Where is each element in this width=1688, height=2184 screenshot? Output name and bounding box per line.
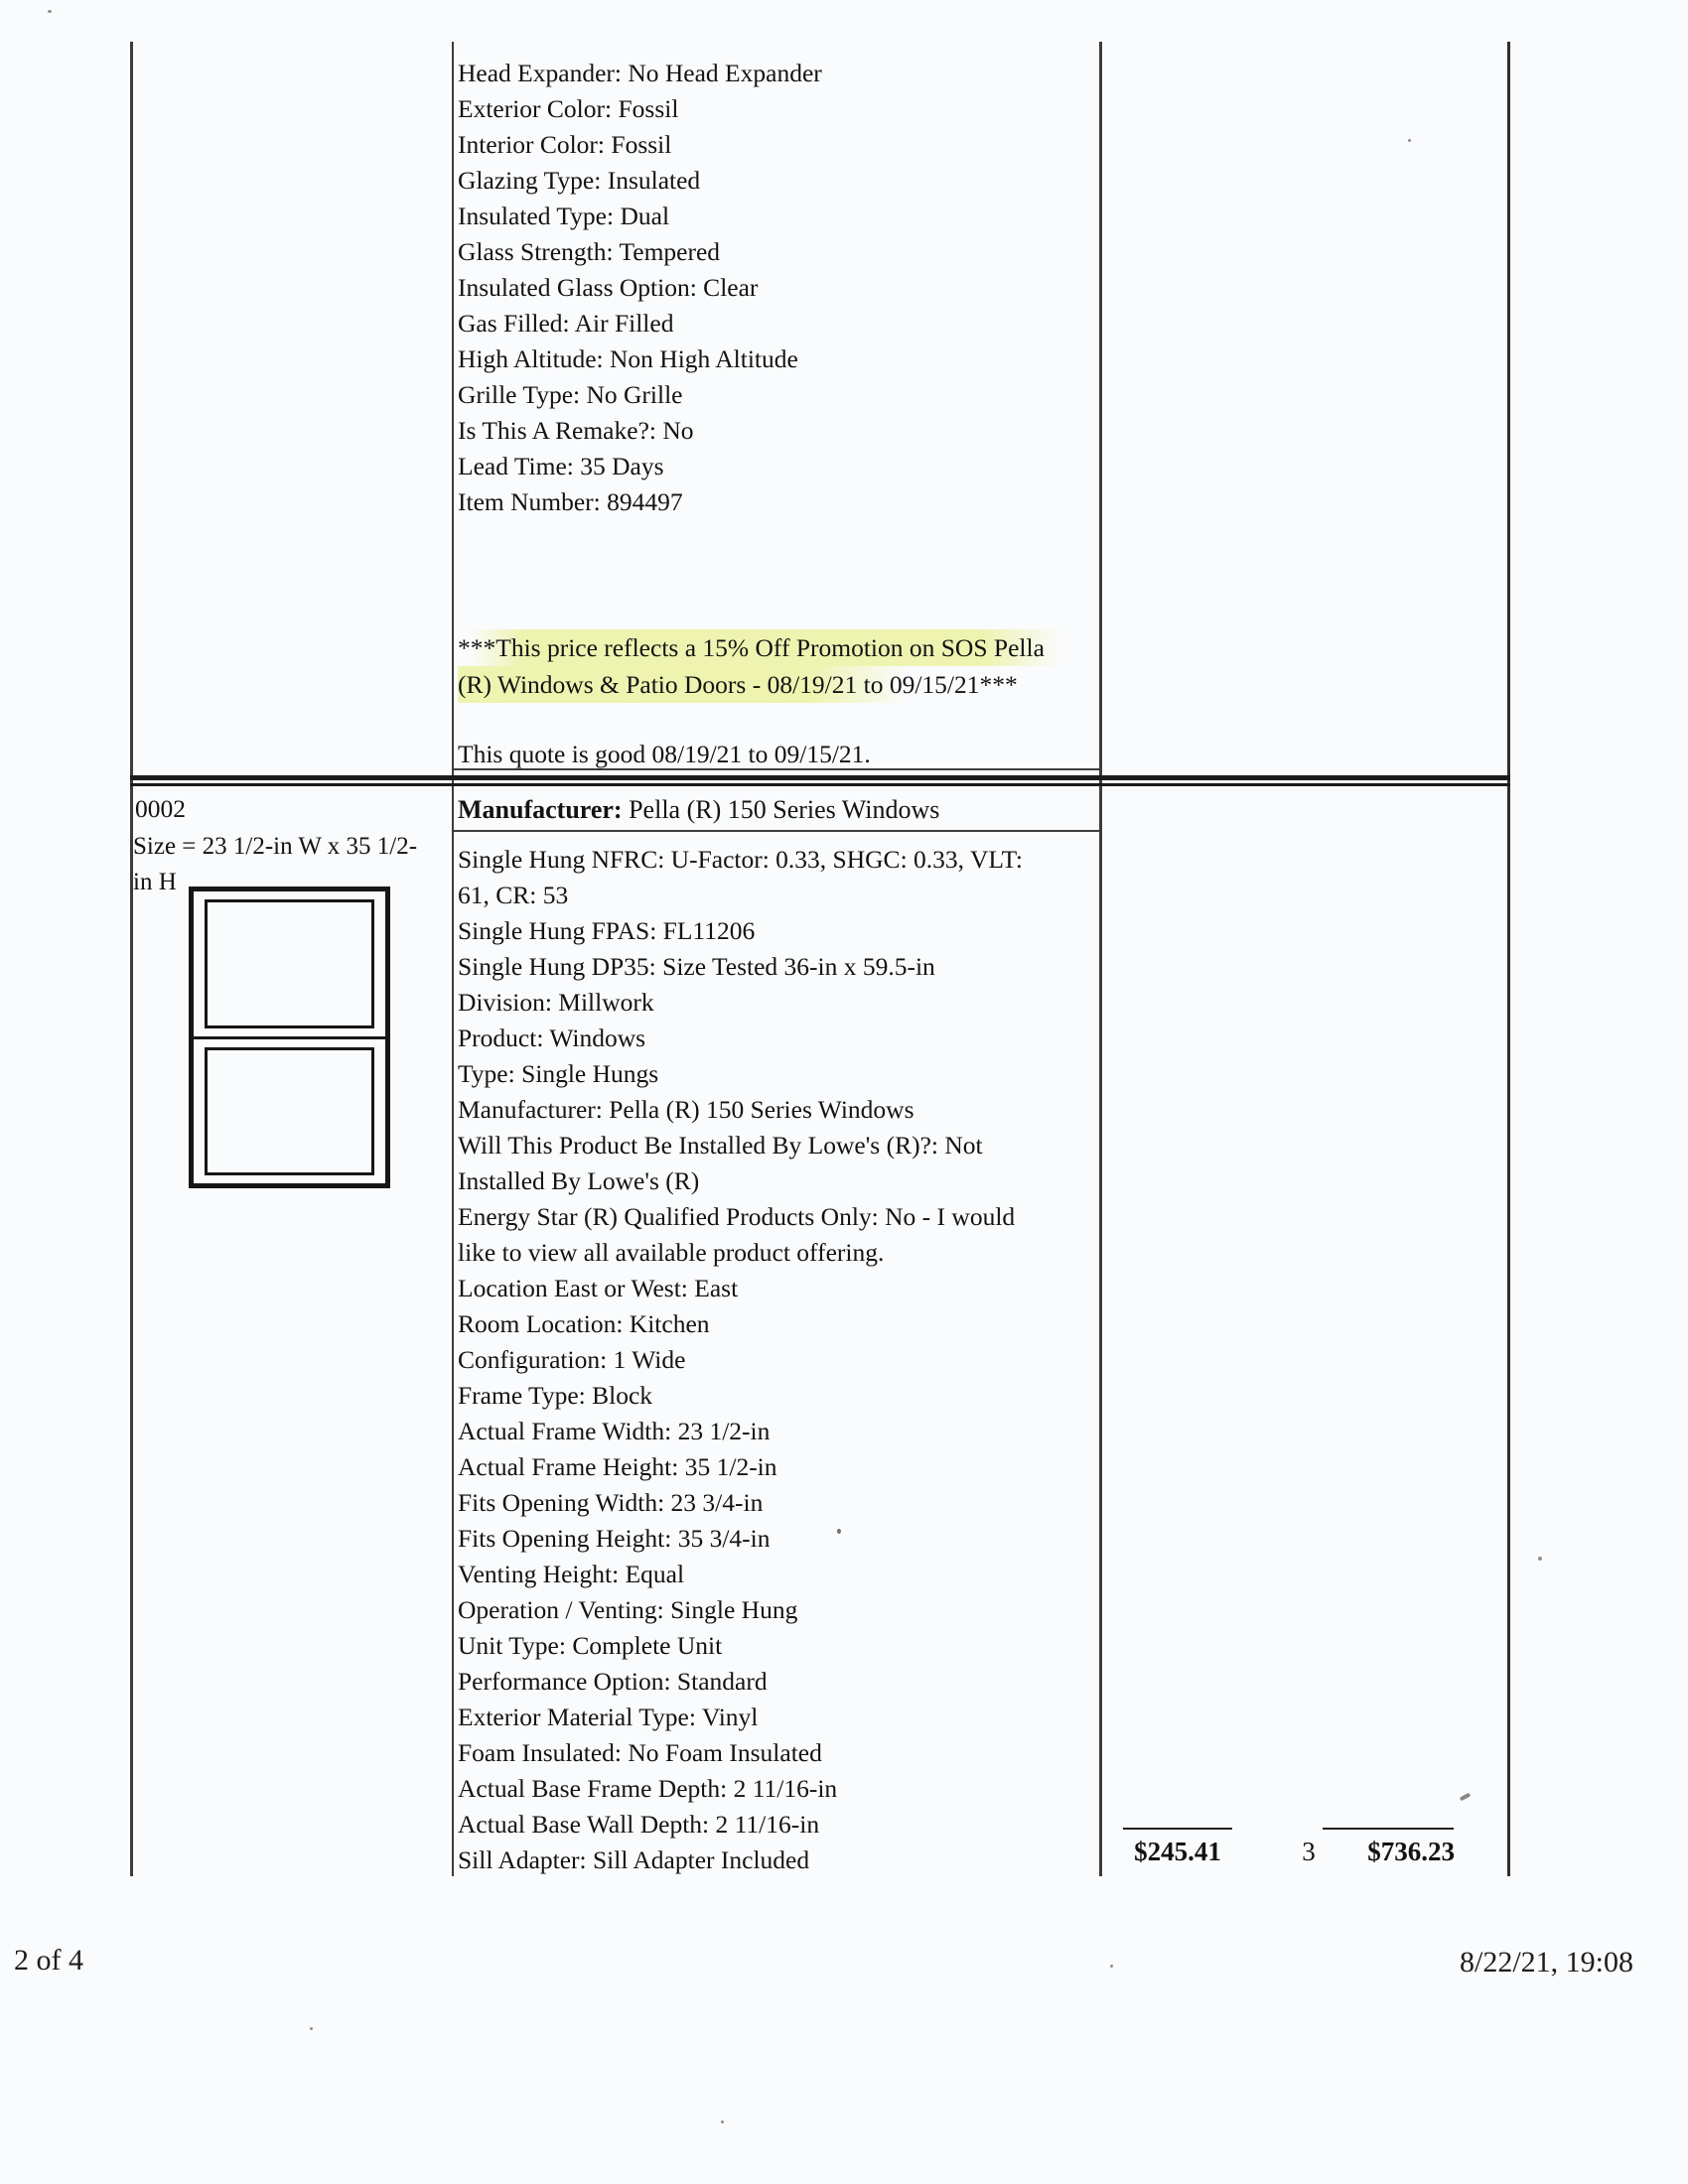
window-sash-divider	[194, 1036, 385, 1039]
scan-speck	[1460, 1793, 1472, 1802]
unit-price-rule	[1123, 1828, 1232, 1830]
detail-line: Foam Insulated: No Foam Insulated	[458, 1738, 822, 1767]
detail-line: Room Location: Kitchen	[458, 1309, 710, 1338]
window-diagram	[189, 887, 390, 1188]
detail-line: like to view all available product offering.	[458, 1238, 885, 1267]
description-column-right-border	[1099, 42, 1102, 1876]
scan-speck	[1110, 1965, 1113, 1968]
detail-line: Insulated Type: Dual	[458, 202, 670, 230]
detail-line: Will This Product Be Installed By Lowe's (R)?: Not	[458, 1131, 983, 1160]
detail-line: Operation / Venting: Single Hung	[458, 1595, 798, 1624]
promotion-line-2: (R) Windows & Patio Doors - 08/19/21 to 09/15/21***	[458, 666, 1098, 703]
detail-line: 61, CR: 53	[458, 881, 569, 909]
detail-line: Exterior Color: Fossil	[458, 94, 679, 123]
quote-validity-note: This quote is good 08/19/21 to 09/15/21.	[458, 740, 871, 768]
row-separator	[130, 775, 1510, 786]
scan-speck	[721, 2120, 724, 2123]
detail-line: Frame Type: Block	[458, 1381, 653, 1410]
detail-line: Item Number: 894497	[458, 487, 683, 516]
detail-line: Glass Strength: Tempered	[458, 237, 721, 266]
scan-speck	[310, 2027, 313, 2030]
detail-line: Configuration: 1 Wide	[458, 1345, 686, 1374]
detail-line: Performance Option: Standard	[458, 1667, 768, 1696]
item-size-line-2: in H	[133, 869, 177, 895]
table-right-border	[1507, 42, 1510, 1876]
detail-line: Gas Filled: Air Filled	[458, 309, 674, 338]
manufacturer-header	[458, 793, 939, 827]
detail-line: Division: Millwork	[458, 988, 654, 1017]
scan-speck	[837, 1529, 841, 1534]
detail-line: Lead Time: 35 Days	[458, 452, 664, 480]
detail-line: Venting Height: Equal	[458, 1560, 685, 1588]
scan-speck	[1408, 139, 1411, 142]
detail-line: Type: Single Hungs	[458, 1059, 659, 1088]
total-price: $736.23	[1367, 1837, 1455, 1866]
detail-line: Actual Frame Width: 23 1/2-in	[458, 1417, 771, 1445]
detail-line: Manufacturer: Pella (R) 150 Series Windows	[458, 1095, 914, 1124]
unit-price: $245.41	[1134, 1837, 1221, 1866]
detail-line: Actual Base Frame Depth: 2 11/16-in	[458, 1774, 838, 1803]
detail-line: Location East or West: East	[458, 1274, 739, 1302]
detail-line: Actual Frame Height: 35 1/2-in	[458, 1452, 777, 1481]
page-indicator: 2 of 4	[14, 1944, 83, 1977]
detail-line: Energy Star (R) Qualified Products Only: No - I would	[458, 1202, 1016, 1231]
total-price-rule	[1323, 1828, 1454, 1830]
item-size-line-1: Size = 23 1/2-in W x 35 1/2-	[133, 833, 418, 860]
promotion-line-1: ***This price reflects a 15% Off Promotion on SOS Pella	[458, 629, 1098, 666]
detail-line: Single Hung FPAS: FL11206	[458, 916, 756, 945]
description-column-left-border	[452, 42, 454, 1876]
detail-line: Unit Type: Complete Unit	[458, 1631, 723, 1660]
manufacturer-value: Pella (R) 150 Series Windows	[622, 795, 940, 824]
detail-line: Fits Opening Width: 23 3/4-in	[458, 1488, 764, 1517]
detail-line: Installed By Lowe's (R)	[458, 1166, 700, 1195]
detail-line: Insulated Glass Option: Clear	[458, 273, 759, 302]
scan-speck	[1538, 1557, 1542, 1561]
detail-line: High Altitude: Non High Altitude	[458, 344, 798, 373]
detail-line: Single Hung NFRC: U-Factor: 0.33, SHGC: 0.33, VLT:	[458, 845, 1023, 874]
table-left-border	[130, 42, 133, 1876]
promotion-note	[458, 629, 1098, 703]
detail-line: Interior Color: Fossil	[458, 130, 672, 159]
detail-line: Product: Windows	[458, 1024, 646, 1052]
window-upper-sash	[205, 899, 374, 1028]
item-detail-list	[458, 842, 1098, 1878]
detail-line: Grille Type: No Grille	[458, 380, 683, 409]
detail-line: Single Hung DP35: Size Tested 36-in x 59.5-in	[458, 952, 935, 981]
item-details-box-top-border	[452, 830, 1102, 832]
manufacturer-label: Manufacturer:	[458, 795, 623, 824]
detail-line: Glazing Type: Insulated	[458, 166, 701, 195]
detail-line: Fits Opening Height: 35 3/4-in	[458, 1524, 771, 1553]
detail-line: Head Expander: No Head Expander	[458, 59, 822, 87]
prev-item-detail-list	[458, 56, 1098, 520]
print-timestamp: 8/22/21, 19:08	[1459, 1946, 1633, 1979]
detail-line: Exterior Material Type: Vinyl	[458, 1703, 759, 1731]
quantity: 3	[1302, 1837, 1316, 1866]
window-lower-sash	[205, 1047, 374, 1176]
scan-speck	[48, 10, 52, 13]
detail-line: Sill Adapter: Sill Adapter Included	[458, 1845, 810, 1874]
item-number: 0002	[135, 794, 186, 823]
detail-line: Is This A Remake?: No	[458, 416, 694, 445]
detail-line: Actual Base Wall Depth: 2 11/16-in	[458, 1810, 820, 1839]
